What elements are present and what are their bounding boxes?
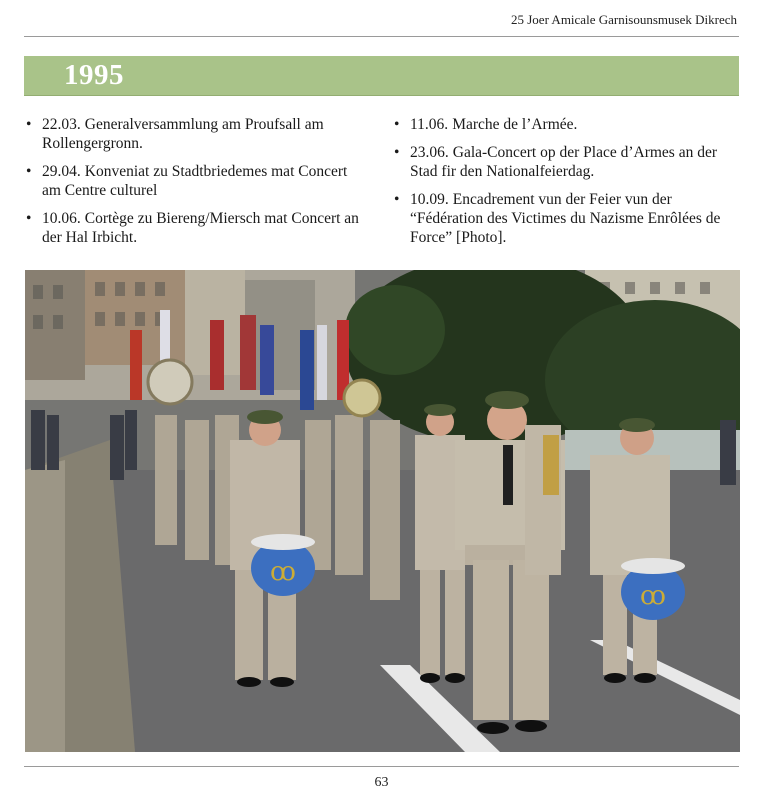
event-date: 22.03.	[42, 116, 81, 133]
event-text: Marche de l’Armée.	[452, 116, 578, 133]
event-date: 23.06.	[410, 144, 449, 161]
svg-text:ꝏ: ꝏ	[640, 581, 666, 611]
list-item	[24, 209, 370, 247]
page-number: 63	[374, 775, 389, 790]
events-list-left	[24, 115, 370, 256]
running-header: 25 Joer Amicale Garnisounsmusek Dikrech	[510, 12, 737, 27]
event-date: 10.06.	[42, 210, 81, 227]
bullet-icon: •	[394, 144, 400, 161]
event-text: Cortège zu Biereng/Miersch mat Concert an der Hal Irbicht.	[42, 210, 359, 246]
bullet-icon: •	[394, 116, 400, 133]
bullet-icon: •	[26, 116, 32, 133]
footer-rule	[24, 766, 739, 767]
event-text: Generalversammlung am Proufsall am Rollengergronn.	[42, 116, 324, 152]
svg-text:ꝏ: ꝏ	[270, 557, 296, 587]
bullet-icon: •	[26, 210, 32, 227]
year-title: 1995	[64, 59, 124, 91]
list-item	[392, 190, 740, 247]
event-text: Encadrement vun der Feier vun der “Fédération des Victimes du Nazisme Enrôlées de Force” [Photo].	[410, 191, 721, 246]
list-item	[24, 162, 370, 200]
list-item	[392, 115, 740, 134]
year-band	[24, 56, 739, 96]
bullet-icon: •	[394, 191, 400, 208]
events-list-right	[392, 115, 740, 256]
parade-photo	[25, 270, 740, 752]
event-date: 11.06.	[410, 116, 449, 133]
bullet-icon: •	[26, 163, 32, 180]
event-date: 10.09.	[410, 191, 449, 208]
list-item	[392, 143, 740, 181]
event-date: 29.04.	[42, 163, 81, 180]
event-text: Konveniat zu Stadtbriedemes mat Concert am Centre culturel	[42, 163, 348, 199]
list-item	[24, 115, 370, 153]
event-text: Gala-Concert op der Place d’Armes an der Stad fir den Nationalfeierdag.	[410, 144, 717, 180]
header-rule	[24, 36, 739, 37]
